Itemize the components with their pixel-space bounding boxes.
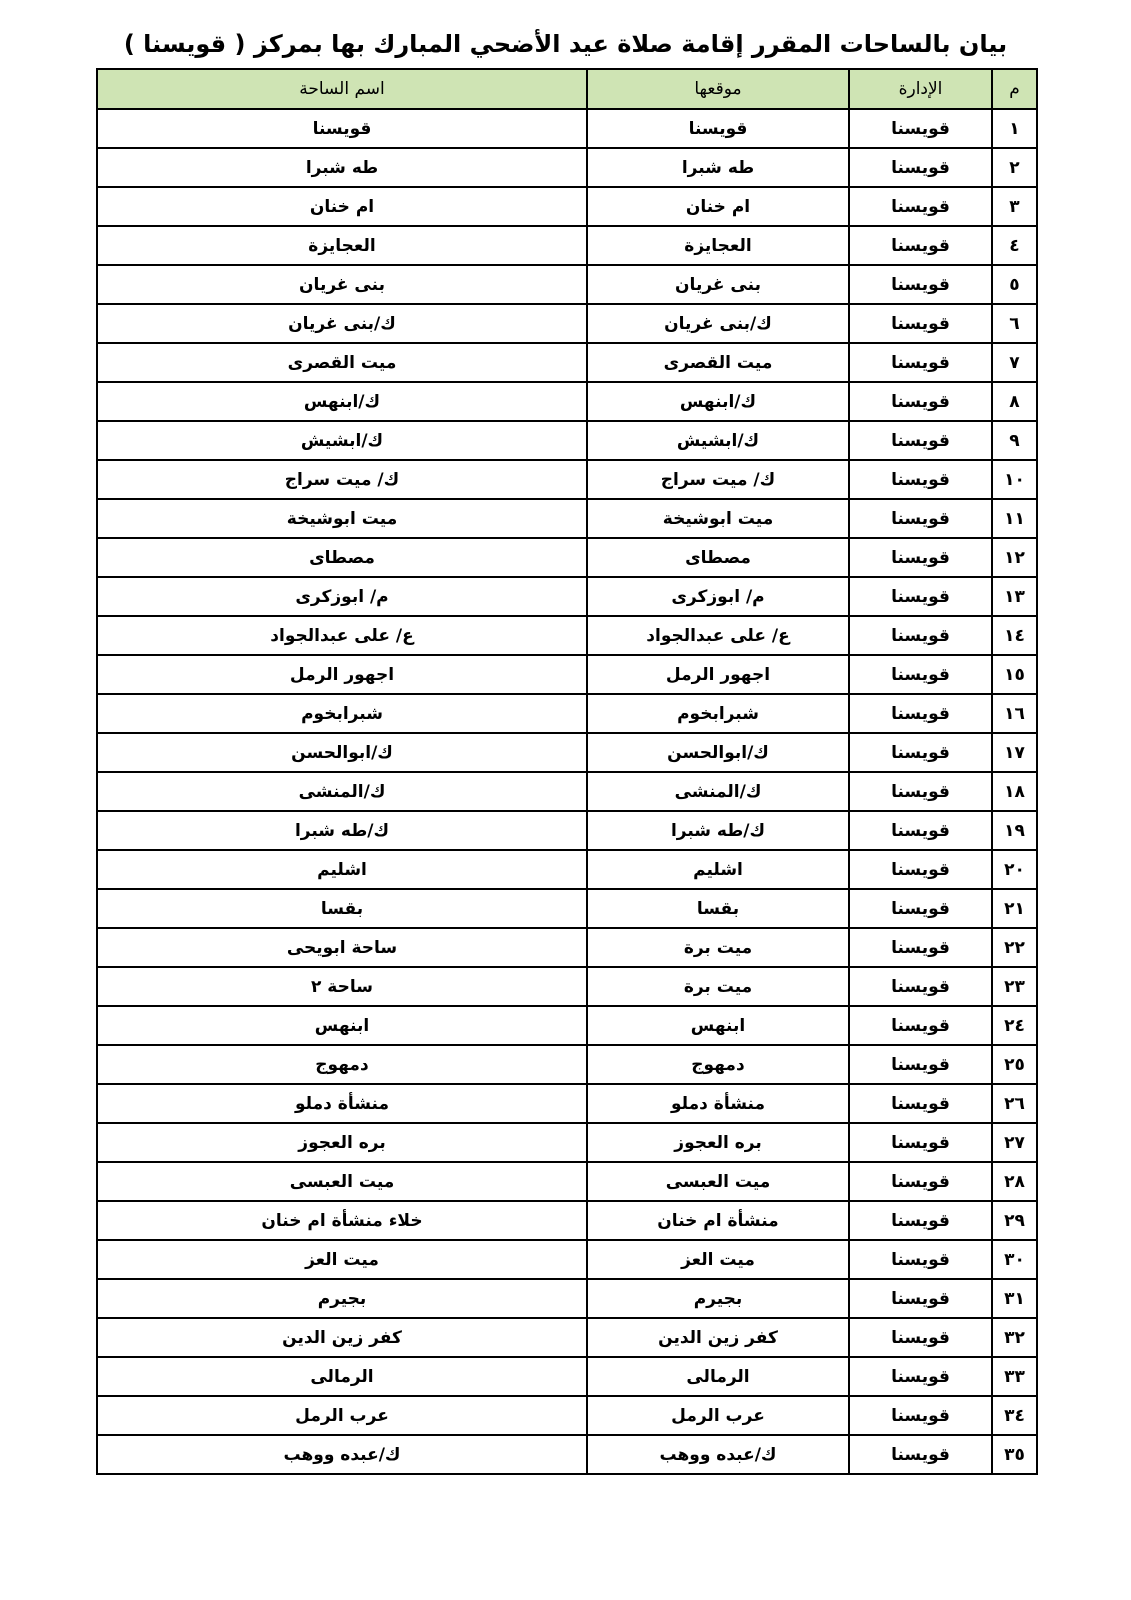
table-row <box>97 772 1037 811</box>
row-index-cell: ٢١ <box>992 889 1037 928</box>
table-row <box>97 109 1037 148</box>
table-row <box>97 1201 1037 1240</box>
row-index-cell: ٣٣ <box>992 1357 1037 1396</box>
table-row <box>97 1396 1037 1435</box>
row-location-cell: ام خنان <box>587 187 849 226</box>
row-index-cell: ٢٣ <box>992 967 1037 1006</box>
row-area-name-cell: ك/ابشيش <box>97 421 587 460</box>
row-administration-cell: قويسنا <box>849 694 992 733</box>
row-index-cell: ٤ <box>992 226 1037 265</box>
row-location-cell: كفر زين الدين <box>587 1318 849 1357</box>
row-index-cell: ٨ <box>992 382 1037 421</box>
table-row <box>97 1357 1037 1396</box>
row-index-cell: ٢٩ <box>992 1201 1037 1240</box>
row-location-cell: ك/المنشى <box>587 772 849 811</box>
row-location-cell: ك/بنى غريان <box>587 304 849 343</box>
row-location-cell: قويسنا <box>587 109 849 148</box>
table-row <box>97 928 1037 967</box>
row-area-name-cell: ميت العبسى <box>97 1162 587 1201</box>
row-index-cell: ٢٢ <box>992 928 1037 967</box>
row-administration-cell: قويسنا <box>849 382 992 421</box>
row-index-cell: ١٢ <box>992 538 1037 577</box>
row-index-cell: ٥ <box>992 265 1037 304</box>
row-area-name-cell: بره العجوز <box>97 1123 587 1162</box>
row-administration-cell: قويسنا <box>849 1123 992 1162</box>
row-location-cell: بجيرم <box>587 1279 849 1318</box>
table-row <box>97 1240 1037 1279</box>
row-area-name-cell: منشأة دملو <box>97 1084 587 1123</box>
row-administration-cell: قويسنا <box>849 499 992 538</box>
row-administration-cell: قويسنا <box>849 967 992 1006</box>
row-area-name-cell: ع/ على عبدالجواد <box>97 616 587 655</box>
row-area-name-cell: ميت ابوشيخة <box>97 499 587 538</box>
row-index-cell: ١٤ <box>992 616 1037 655</box>
table-row <box>97 733 1037 772</box>
table-row <box>97 694 1037 733</box>
row-administration-cell: قويسنا <box>849 850 992 889</box>
row-administration-cell: قويسنا <box>849 928 992 967</box>
row-administration-cell: قويسنا <box>849 1318 992 1357</box>
row-index-cell: ٩ <box>992 421 1037 460</box>
row-area-name-cell: خلاء منشأة ام خنان <box>97 1201 587 1240</box>
row-area-name-cell: ساحة ٢ <box>97 967 587 1006</box>
row-location-cell: ميت العبسى <box>587 1162 849 1201</box>
row-location-cell: منشأة ام خنان <box>587 1201 849 1240</box>
table-row <box>97 655 1037 694</box>
row-administration-cell: قويسنا <box>849 148 992 187</box>
table-row <box>97 1279 1037 1318</box>
row-index-cell: ١١ <box>992 499 1037 538</box>
row-index-cell: ١٣ <box>992 577 1037 616</box>
row-area-name-cell: شبرابخوم <box>97 694 587 733</box>
row-location-cell: ك/ابوالحسن <box>587 733 849 772</box>
row-area-name-cell: م/ ابوزكرى <box>97 577 587 616</box>
header-index: م <box>992 69 1037 109</box>
row-location-cell: اشليم <box>587 850 849 889</box>
row-location-cell: م/ ابوزكرى <box>587 577 849 616</box>
row-index-cell: ٢٧ <box>992 1123 1037 1162</box>
prayer-areas-table <box>96 68 1038 1475</box>
table-row <box>97 421 1037 460</box>
row-location-cell: مصطاى <box>587 538 849 577</box>
row-index-cell: ٧ <box>992 343 1037 382</box>
row-index-cell: ٢٥ <box>992 1045 1037 1084</box>
row-index-cell: ١٥ <box>992 655 1037 694</box>
row-area-name-cell: مصطاى <box>97 538 587 577</box>
row-administration-cell: قويسنا <box>849 187 992 226</box>
row-administration-cell: قويسنا <box>849 1396 992 1435</box>
row-administration-cell: قويسنا <box>849 265 992 304</box>
table-row <box>97 382 1037 421</box>
table-row <box>97 1006 1037 1045</box>
row-index-cell: ١٧ <box>992 733 1037 772</box>
row-area-name-cell: ميت القصرى <box>97 343 587 382</box>
row-area-name-cell: ك/ابنهس <box>97 382 587 421</box>
page-title: بيان بالساحات المقرر إقامة صلاة عيد الأضحي المبارك بها بمركز ( قويسنا ) <box>123 30 1008 58</box>
table-row <box>97 343 1037 382</box>
row-area-name-cell: ك/طه شبرا <box>97 811 587 850</box>
row-location-cell: ميت ابوشيخة <box>587 499 849 538</box>
row-administration-cell: قويسنا <box>849 1240 992 1279</box>
row-administration-cell: قويسنا <box>849 1084 992 1123</box>
row-location-cell: منشأة دملو <box>587 1084 849 1123</box>
row-location-cell: شبرابخوم <box>587 694 849 733</box>
table-row <box>97 850 1037 889</box>
row-administration-cell: قويسنا <box>849 1162 992 1201</box>
table-body <box>97 109 1037 1474</box>
row-area-name-cell: ك/ابوالحسن <box>97 733 587 772</box>
table-row <box>97 148 1037 187</box>
row-area-name-cell: دمهوج <box>97 1045 587 1084</box>
table-row <box>97 811 1037 850</box>
row-area-name-cell: كفر زين الدين <box>97 1318 587 1357</box>
table-row <box>97 460 1037 499</box>
row-index-cell: ٣١ <box>992 1279 1037 1318</box>
row-location-cell: ميت برة <box>587 967 849 1006</box>
row-location-cell: العجايزة <box>587 226 849 265</box>
table-row <box>97 616 1037 655</box>
row-area-name-cell: بقسا <box>97 889 587 928</box>
row-location-cell: ع/ على عبدالجواد <box>587 616 849 655</box>
row-location-cell: بقسا <box>587 889 849 928</box>
row-area-name-cell: اشليم <box>97 850 587 889</box>
row-index-cell: ٢ <box>992 148 1037 187</box>
row-area-name-cell: ك/ ميت سراج <box>97 460 587 499</box>
row-index-cell: ٣٠ <box>992 1240 1037 1279</box>
row-area-name-cell: اجهور الرمل <box>97 655 587 694</box>
row-administration-cell: قويسنا <box>849 460 992 499</box>
header-row <box>97 69 1037 109</box>
row-administration-cell: قويسنا <box>849 538 992 577</box>
row-administration-cell: قويسنا <box>849 616 992 655</box>
row-administration-cell: قويسنا <box>849 421 992 460</box>
row-area-name-cell: بنى غريان <box>97 265 587 304</box>
row-location-cell: ميت القصرى <box>587 343 849 382</box>
header-administration: الإدارة <box>849 69 992 109</box>
row-index-cell: ٣٤ <box>992 1396 1037 1435</box>
row-administration-cell: قويسنا <box>849 1279 992 1318</box>
row-administration-cell: قويسنا <box>849 1435 992 1474</box>
row-location-cell: ميت برة <box>587 928 849 967</box>
row-area-name-cell: ك/بنى غريان <box>97 304 587 343</box>
row-administration-cell: قويسنا <box>849 733 992 772</box>
row-location-cell: ك/ابنهس <box>587 382 849 421</box>
table-row <box>97 1162 1037 1201</box>
row-location-cell: الرمالى <box>587 1357 849 1396</box>
row-index-cell: ٣ <box>992 187 1037 226</box>
table-row <box>97 265 1037 304</box>
row-area-name-cell: ابنهس <box>97 1006 587 1045</box>
row-index-cell: ٣٥ <box>992 1435 1037 1474</box>
table-row <box>97 1435 1037 1474</box>
table-row <box>97 187 1037 226</box>
row-administration-cell: قويسنا <box>849 811 992 850</box>
row-area-name-cell: ميت العز <box>97 1240 587 1279</box>
row-location-cell: دمهوج <box>587 1045 849 1084</box>
row-location-cell: بره العجوز <box>587 1123 849 1162</box>
table-row <box>97 538 1037 577</box>
table-row <box>97 967 1037 1006</box>
row-area-name-cell: الرمالى <box>97 1357 587 1396</box>
table-row <box>97 889 1037 928</box>
row-index-cell: ٦ <box>992 304 1037 343</box>
row-location-cell: اجهور الرمل <box>587 655 849 694</box>
row-location-cell: ك/ ميت سراج <box>587 460 849 499</box>
row-administration-cell: قويسنا <box>849 577 992 616</box>
row-location-cell: طه شبرا <box>587 148 849 187</box>
table-row <box>97 1084 1037 1123</box>
row-area-name-cell: العجايزة <box>97 226 587 265</box>
row-area-name-cell: طه شبرا <box>97 148 587 187</box>
row-index-cell: ٢٦ <box>992 1084 1037 1123</box>
table-row <box>97 577 1037 616</box>
row-location-cell: ك/طه شبرا <box>587 811 849 850</box>
table-row <box>97 1045 1037 1084</box>
row-area-name-cell: ام خنان <box>97 187 587 226</box>
row-area-name-cell: بجيرم <box>97 1279 587 1318</box>
table-header <box>97 69 1037 109</box>
row-index-cell: ١٩ <box>992 811 1037 850</box>
row-location-cell: ك/عبده ووهب <box>587 1435 849 1474</box>
row-index-cell: ٢٤ <box>992 1006 1037 1045</box>
row-location-cell: ابنهس <box>587 1006 849 1045</box>
row-area-name-cell: ك/عبده ووهب <box>97 1435 587 1474</box>
row-index-cell: ١٨ <box>992 772 1037 811</box>
table-row <box>97 499 1037 538</box>
row-location-cell: ميت العز <box>587 1240 849 1279</box>
row-area-name-cell: ساحة ابويحى <box>97 928 587 967</box>
row-area-name-cell: عرب الرمل <box>97 1396 587 1435</box>
row-area-name-cell: ك/المنشى <box>97 772 587 811</box>
row-administration-cell: قويسنا <box>849 343 992 382</box>
row-location-cell: ك/ابشيش <box>587 421 849 460</box>
table-row <box>97 1318 1037 1357</box>
row-index-cell: ١ <box>992 109 1037 148</box>
row-index-cell: ١٦ <box>992 694 1037 733</box>
row-administration-cell: قويسنا <box>849 1201 992 1240</box>
row-area-name-cell: قويسنا <box>97 109 587 148</box>
row-administration-cell: قويسنا <box>849 655 992 694</box>
row-administration-cell: قويسنا <box>849 1006 992 1045</box>
row-location-cell: عرب الرمل <box>587 1396 849 1435</box>
header-area-name: اسم الساحة <box>97 69 587 109</box>
row-location-cell: بنى غريان <box>587 265 849 304</box>
row-index-cell: ١٠ <box>992 460 1037 499</box>
row-administration-cell: قويسنا <box>849 304 992 343</box>
row-administration-cell: قويسنا <box>849 889 992 928</box>
row-administration-cell: قويسنا <box>849 226 992 265</box>
header-location: موقعها <box>587 69 849 109</box>
row-administration-cell: قويسنا <box>849 1357 992 1396</box>
row-administration-cell: قويسنا <box>849 772 992 811</box>
row-administration-cell: قويسنا <box>849 1045 992 1084</box>
table-row <box>97 304 1037 343</box>
table-row <box>97 1123 1037 1162</box>
row-index-cell: ٢٠ <box>992 850 1037 889</box>
table-row <box>97 226 1037 265</box>
row-administration-cell: قويسنا <box>849 109 992 148</box>
row-index-cell: ٢٨ <box>992 1162 1037 1201</box>
row-index-cell: ٣٢ <box>992 1318 1037 1357</box>
